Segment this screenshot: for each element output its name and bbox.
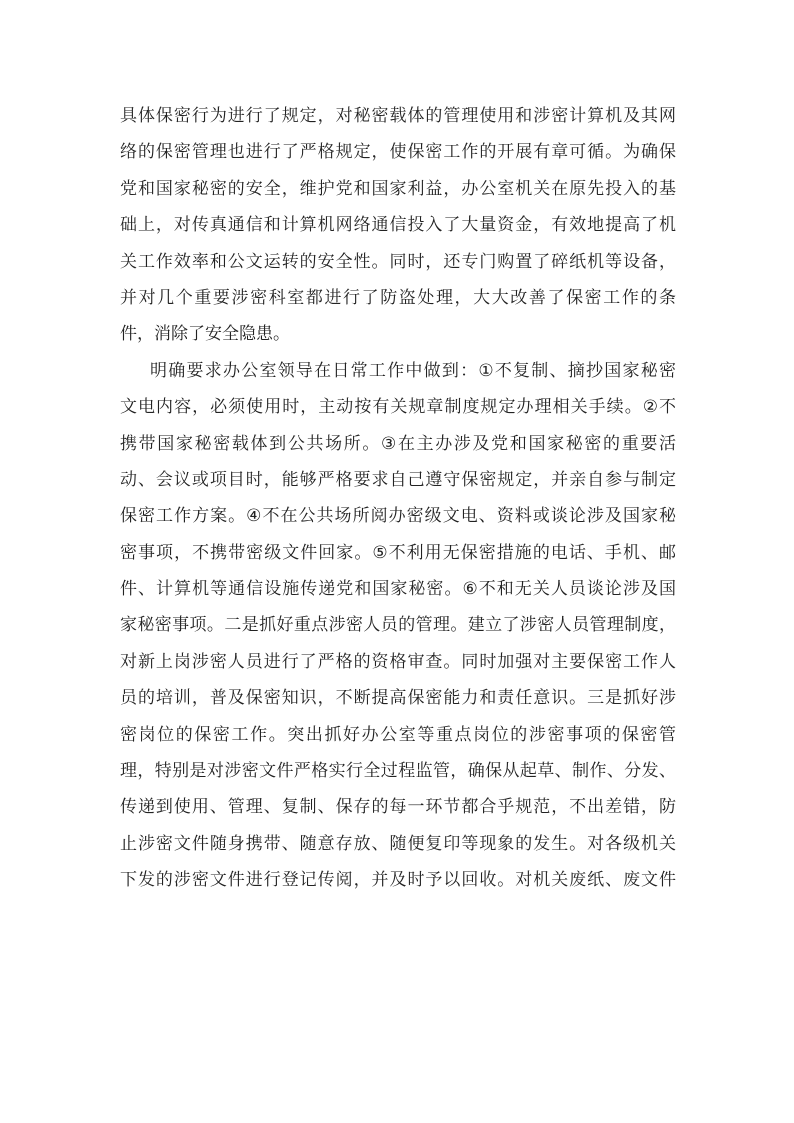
text-line: 党和国家秘密的安全，维护党和国家利益，办公室机关在原先投入的基 [120, 178, 676, 199]
text-line: 动、会议或项目时，能够严格要求自己遵守保密规定，并亲自参与制定 [120, 469, 676, 490]
document-body [120, 98, 676, 899]
text-line: 携带国家秘密载体到公共场所。③在主办涉及党和国家秘密的重要活 [120, 433, 676, 454]
text-line: 下发的涉密文件进行登记传阅，并及时予以回收。对机关废纸、废文件 [120, 870, 676, 891]
text-line: 并对几个重要涉密科室都进行了防盗处理，大大改善了保密工作的条 [120, 287, 676, 308]
text-line: 件，消除了安全隐患。 [120, 324, 290, 345]
text-line: 文电内容，必须使用时，主动按有关规章制度规定办理相关手续。②不 [120, 397, 676, 418]
paragraph-1 [120, 98, 676, 353]
text-line: 具体保密行为进行了规定，对秘密载体的管理使用和涉密计算机及其网 [120, 106, 676, 126]
text-line: 件、计算机等通信设施传递党和国家秘密。⑥不和无关人员谈论涉及国 [120, 579, 676, 600]
text-line: 止涉密文件随身携带、随意存放、随便复印等现象的发生。对各级机关 [120, 833, 676, 854]
text-line: 络的保密管理也进行了严格规定，使保密工作的开展有章可循。为确保 [120, 142, 676, 163]
text-line: 保密工作方案。④不在公共场所阅办密级文电、资料或谈论涉及国家秘 [120, 506, 676, 527]
text-line: 传递到使用、管理、复制、保存的每一环节都合乎规范，不出差错，防 [120, 797, 676, 818]
text-line: 对新上岗涉密人员进行了严格的资格审查。同时加强对主要保密工作人 [120, 651, 676, 672]
paragraph-2 [120, 353, 676, 899]
text-line: 密事项，不携带密级文件回家。⑤不利用无保密措施的电话、手机、邮 [120, 542, 676, 563]
text-line: 员的培训，普及保密知识，不断提高保密能力和责任意识。三是抓好涉 [120, 688, 676, 709]
text-line: 明确要求办公室领导在日常工作中做到：①不复制、摘抄国家秘密 [150, 360, 676, 381]
text-line: 密岗位的保密工作。突出抓好办公室等重点岗位的涉密事项的保密管 [120, 724, 676, 745]
text-line: 理，特别是对涉密文件严格实行全过程监管，确保从起草、制作、分发、 [120, 761, 676, 782]
text-line: 关工作效率和公文运转的安全性。同时，还专门购置了碎纸机等设备， [120, 251, 676, 272]
text-line: 础上，对传真通信和计算机网络通信投入了大量资金，有效地提高了机 [120, 215, 676, 236]
text-line: 家秘密事项。二是抓好重点涉密人员的管理。建立了涉密人员管理制度， [120, 615, 676, 636]
